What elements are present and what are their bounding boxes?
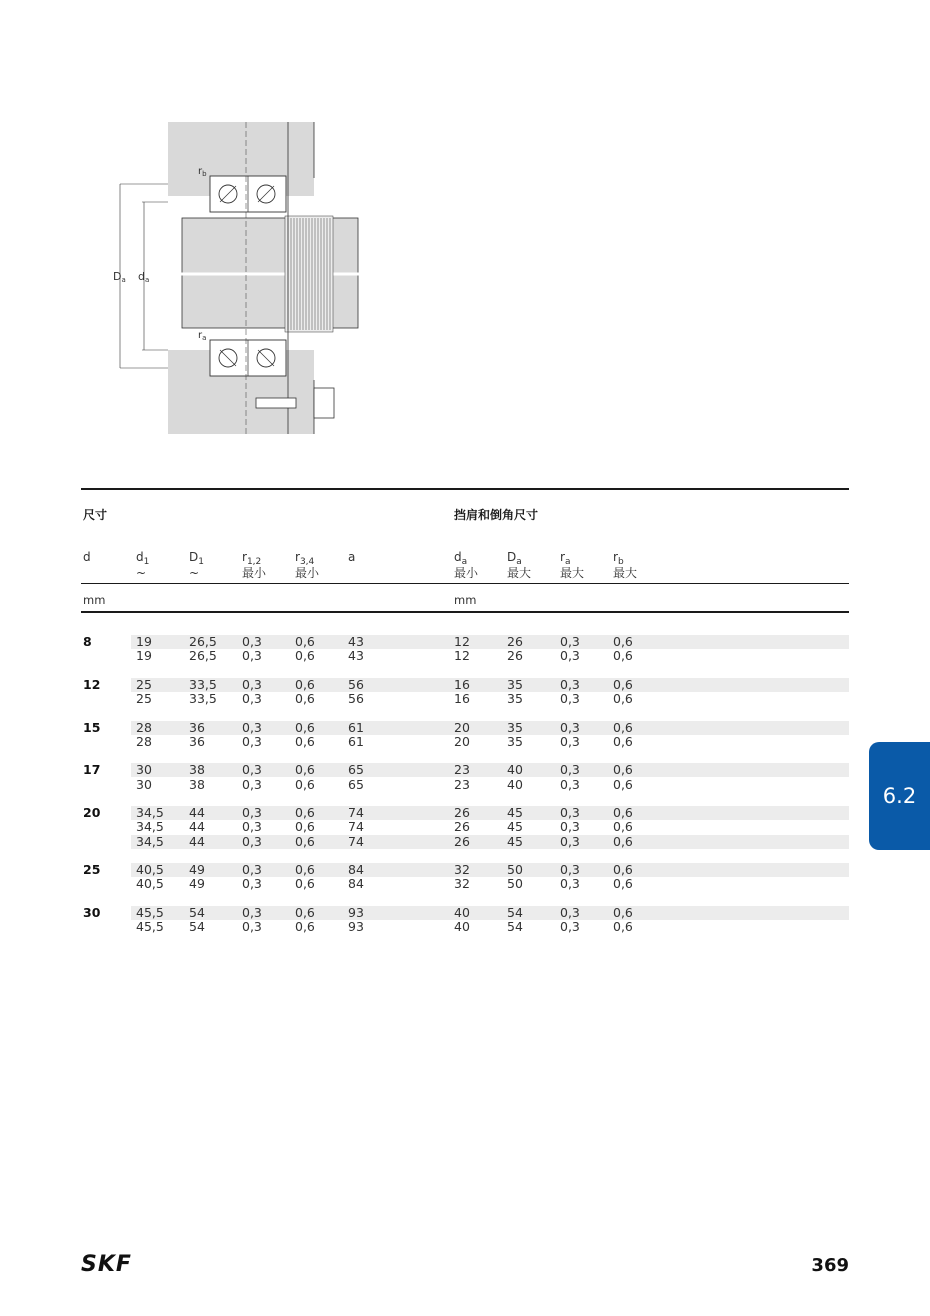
label-ra: r (198, 330, 203, 341)
cell-d1: 25 (136, 691, 152, 706)
cell-da: 40 (454, 905, 470, 920)
row-band (131, 635, 849, 649)
cell-rb: 0,6 (613, 876, 633, 892)
col-header-d1: $d_1$ ~ (136, 550, 150, 580)
cell-r12: 0,3 (242, 805, 262, 821)
cell-D1: 36 (189, 733, 205, 749)
section-abutment: 挡肩和倒角尺寸 (454, 508, 539, 522)
cell-ra: 0,3 (560, 691, 580, 706)
cell-d1: 34,5 (136, 819, 164, 835)
cell-r12: 0,3 (242, 719, 262, 735)
cell-rb: 0,6 (613, 776, 633, 792)
cell-r34: 0,6 (295, 919, 315, 935)
cell-rb: 0,6 (613, 919, 633, 935)
cell-d1: 28 (136, 733, 152, 749)
label-rb: r (198, 166, 203, 177)
cell-ra: 0,3 (560, 819, 580, 835)
svg-text:da (138, 270, 149, 284)
cell-rb: 0,6 (613, 634, 633, 649)
cell-ra: 0,3 (560, 733, 580, 749)
cell-a: 65 (348, 776, 364, 792)
table-top-rule (81, 488, 849, 490)
svg-text:Da (113, 270, 126, 284)
cell-r34: 0,6 (295, 676, 315, 692)
cell-ra: 0,3 (560, 805, 580, 821)
label-rb-sub: b (202, 170, 207, 178)
cell-d1: 40,5 (136, 862, 164, 878)
col-header-D1: $D_1$ ~ (189, 550, 204, 580)
cell-rb: 0,6 (613, 905, 633, 920)
col-header-r34: $r_{3,4}$ 最小 (295, 550, 320, 580)
cell-r12: 0,3 (242, 919, 262, 935)
cell-D1: 44 (189, 833, 205, 849)
label-da-sub: a (144, 276, 150, 284)
cell-Da: 35 (507, 691, 523, 706)
unit-right: mm (454, 593, 477, 607)
cell-a: 93 (348, 905, 364, 920)
row-band (131, 763, 849, 777)
cell-r12: 0,3 (242, 648, 262, 664)
cell-r34: 0,6 (295, 719, 315, 735)
cell-r12: 0,3 (242, 691, 262, 706)
cell-Da: 40 (507, 762, 523, 778)
col-header-Da: $D_a$ 最大 (507, 550, 532, 580)
cell-a: 61 (348, 733, 364, 749)
cell-rb: 0,6 (613, 833, 633, 849)
cell-r12: 0,3 (242, 876, 262, 892)
cell-D1: 49 (189, 876, 205, 892)
cell-d1: 30 (136, 762, 152, 778)
cell-a: 74 (348, 819, 364, 835)
cell-Da: 54 (507, 919, 523, 935)
cell-r34: 0,6 (295, 819, 315, 835)
cell-d1: 34,5 (136, 805, 164, 821)
label-Da: D (113, 270, 122, 283)
cell-da: 32 (454, 876, 470, 892)
section-dimensions: 尺寸 (83, 508, 108, 522)
cell-Da: 35 (507, 733, 523, 749)
skf-logo: SKF (81, 1252, 132, 1277)
cell-a: 43 (348, 648, 364, 664)
cell-D1: 49 (189, 862, 205, 878)
cell-a: 84 (348, 862, 364, 878)
cell-r34: 0,6 (295, 762, 315, 778)
bore-diameter: 20 (83, 805, 101, 821)
unit-rule (81, 611, 849, 613)
cell-Da: 45 (507, 805, 523, 821)
cell-ra: 0,3 (560, 719, 580, 735)
cell-Da: 54 (507, 905, 523, 920)
cell-d1: 19 (136, 634, 152, 649)
cell-r12: 0,3 (242, 819, 262, 835)
cell-da: 40 (454, 919, 470, 935)
cell-r12: 0,3 (242, 862, 262, 878)
cell-rb: 0,6 (613, 733, 633, 749)
cell-rb: 0,6 (613, 648, 633, 664)
cell-D1: 44 (189, 819, 205, 835)
cell-Da: 45 (507, 819, 523, 835)
cell-Da: 40 (507, 776, 523, 792)
label-ra-sub: a (202, 334, 207, 342)
cell-da: 32 (454, 862, 470, 878)
col-header-da: $d_a$ 最小 (454, 550, 479, 580)
cell-r34: 0,6 (295, 634, 315, 649)
cell-da: 20 (454, 733, 470, 749)
row-band (131, 678, 849, 692)
cell-r34: 0,6 (295, 733, 315, 749)
cell-r12: 0,3 (242, 676, 262, 692)
cell-a: 56 (348, 676, 364, 692)
bearing-arrangement-drawing (110, 118, 370, 438)
cell-da: 16 (454, 691, 470, 706)
cell-a: 93 (348, 919, 364, 935)
cell-r34: 0,6 (295, 805, 315, 821)
cell-ra: 0,3 (560, 905, 580, 920)
cell-d1: 45,5 (136, 905, 164, 920)
cell-r34: 0,6 (295, 862, 315, 878)
row-band (131, 863, 849, 877)
cell-D1: 38 (189, 776, 205, 792)
cell-rb: 0,6 (613, 805, 633, 821)
cell-D1: 54 (189, 919, 205, 935)
cell-da: 23 (454, 776, 470, 792)
cell-r12: 0,3 (242, 733, 262, 749)
cell-r34: 0,6 (295, 776, 315, 792)
cell-ra: 0,3 (560, 762, 580, 778)
col-header-r12: $r_{1,2}$ 最小 (242, 550, 267, 580)
label-da: d (138, 270, 145, 283)
row-band (131, 721, 849, 735)
cell-ra: 0,3 (560, 833, 580, 849)
cell-D1: 33,5 (189, 691, 217, 706)
cell-Da: 26 (507, 634, 523, 649)
cell-da: 16 (454, 676, 470, 692)
row-band (131, 806, 849, 820)
page-number: 369 (811, 1255, 849, 1276)
cell-da: 12 (454, 648, 470, 664)
cell-Da: 50 (507, 862, 523, 878)
cell-D1: 54 (189, 905, 205, 920)
cell-a: 65 (348, 762, 364, 778)
cell-d1: 34,5 (136, 833, 164, 849)
cell-ra: 0,3 (560, 919, 580, 935)
cell-a: 61 (348, 719, 364, 735)
cell-d1: 30 (136, 776, 152, 792)
col-header-rb: $r_b$ 最大 (613, 550, 638, 580)
col-header-d: d (83, 550, 91, 564)
bore-diameter: 17 (83, 762, 101, 778)
cell-ra: 0,3 (560, 876, 580, 892)
cell-a: 56 (348, 691, 364, 706)
cell-rb: 0,6 (613, 676, 633, 692)
cell-da: 12 (454, 634, 470, 649)
cell-a: 74 (348, 805, 364, 821)
cell-d1: 19 (136, 648, 152, 664)
cell-D1: 26,5 (189, 634, 217, 649)
cell-r12: 0,3 (242, 905, 262, 920)
cell-da: 20 (454, 719, 470, 735)
cell-d1: 25 (136, 676, 152, 692)
cell-r34: 0,6 (295, 691, 315, 706)
cell-a: 74 (348, 833, 364, 849)
bore-diameter: 12 (83, 676, 101, 692)
bore-diameter: 25 (83, 862, 101, 878)
cell-rb: 0,6 (613, 719, 633, 735)
cell-Da: 50 (507, 876, 523, 892)
section-tab[interactable]: 6.2 (869, 742, 930, 850)
row-band (131, 835, 849, 849)
label-Da-sub: a (121, 276, 126, 284)
col-header-a: a (348, 550, 356, 564)
cell-Da: 26 (507, 648, 523, 664)
cell-r12: 0,3 (242, 776, 262, 792)
cell-da: 26 (454, 833, 470, 849)
cell-a: 84 (348, 876, 364, 892)
cell-rb: 0,6 (613, 862, 633, 878)
row-band (131, 906, 849, 920)
bore-diameter: 15 (83, 719, 101, 735)
cell-Da: 45 (507, 833, 523, 849)
bore-diameter: 30 (83, 905, 101, 920)
cell-rb: 0,6 (613, 691, 633, 706)
unit-left: mm (83, 593, 106, 607)
cell-Da: 35 (507, 719, 523, 735)
cell-r34: 0,6 (295, 905, 315, 920)
cell-r12: 0,3 (242, 634, 262, 649)
cell-a: 43 (348, 634, 364, 649)
col-header-ra: $r_a$ 最大 (560, 550, 585, 580)
cell-D1: 38 (189, 762, 205, 778)
cell-ra: 0,3 (560, 862, 580, 878)
cell-D1: 44 (189, 805, 205, 821)
cell-D1: 33,5 (189, 676, 217, 692)
cell-rb: 0,6 (613, 762, 633, 778)
cell-d1: 40,5 (136, 876, 164, 892)
cell-r34: 0,6 (295, 648, 315, 664)
cell-d1: 45,5 (136, 919, 164, 935)
cell-ra: 0,3 (560, 676, 580, 692)
cell-D1: 36 (189, 719, 205, 735)
header-rule (81, 583, 849, 584)
cell-d1: 28 (136, 719, 152, 735)
cell-ra: 0,3 (560, 634, 580, 649)
cell-r12: 0,3 (242, 833, 262, 849)
cell-da: 26 (454, 805, 470, 821)
bore-diameter: 8 (83, 634, 92, 649)
cell-r34: 0,6 (295, 833, 315, 849)
cell-Da: 35 (507, 676, 523, 692)
cell-r12: 0,3 (242, 762, 262, 778)
cell-ra: 0,3 (560, 776, 580, 792)
cell-r34: 0,6 (295, 876, 315, 892)
cell-da: 26 (454, 819, 470, 835)
cell-rb: 0,6 (613, 819, 633, 835)
cell-ra: 0,3 (560, 648, 580, 664)
cell-D1: 26,5 (189, 648, 217, 664)
cell-da: 23 (454, 762, 470, 778)
